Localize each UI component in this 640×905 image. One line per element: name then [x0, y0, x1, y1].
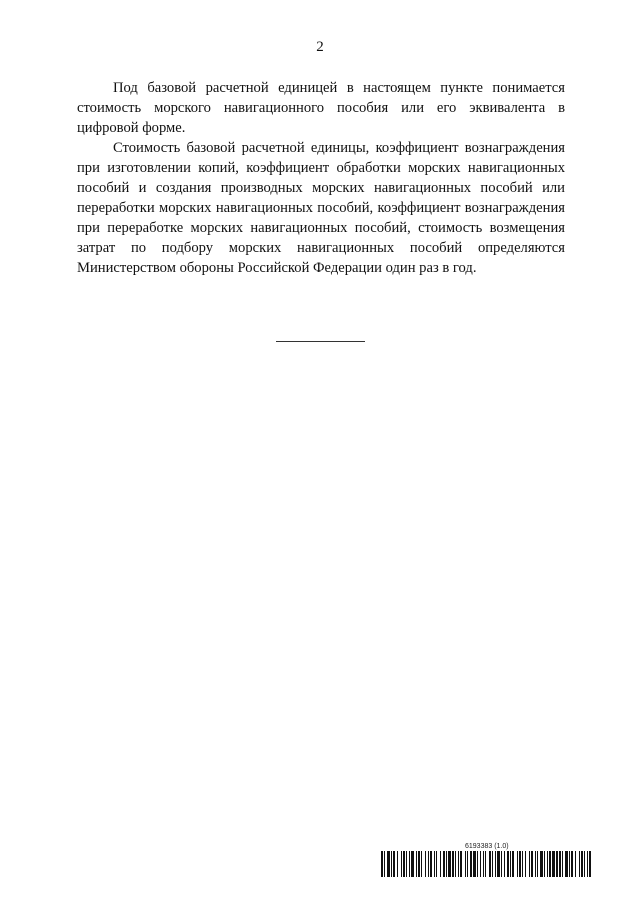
barcode-image — [381, 851, 591, 877]
end-of-text-divider — [276, 341, 365, 342]
paragraph-base-unit-definition: Под базовой расчетной единицей в настоящем пункте понимается стоимость морского навигационного пособия или его эквивалента в цифровой форме. — [77, 80, 565, 136]
paragraph-cost-determination: Стоимость базовой расчетной единицы, коэффициент вознаграждения при изготовлении копий, коэффициент обработки морских навигационных пособий и создания производных морских навигационных пособий или переработки морских навигационных пособий, коэффициент вознаграждения при переработке морских навигационных пособий, стоимость возмещения затрат по подбору морских навигационных пособий определяются Министерством обороны Российской Федерации один раз в год. — [77, 140, 565, 276]
barcode-bar — [589, 851, 591, 877]
document-code: 6193383 (1.0) — [465, 843, 509, 850]
document-body — [77, 78, 565, 278]
page-number: 2 — [316, 39, 324, 55]
